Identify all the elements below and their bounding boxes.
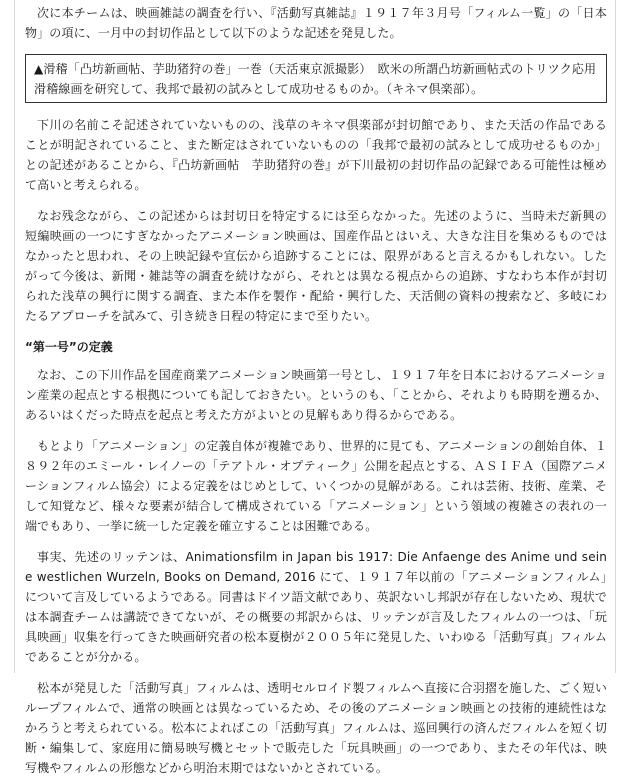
section-paragraph: もとより「アニメーション」の定義自体が複雑であり、世界的に見ても、アニメーションの創始自体、１８９２年のエミール・レイノーの「テアトル・オプティーク」公開を起点とする、ＡＳＩＦＡ（国際アニメーションフィルム協会）による定義をはじめとして、いくつかの見解がある。これは芸術、技術、産業、そして知覚など、様々な要素が結合して構成されている「アニメーション」という領域の複雑さの表れの一端でもあり、一挙に統一した定義を確立することは困難である。 xyxy=(25,439,607,533)
section-paragraph: 事実、先述のリッテンは、Animationsfilm in Japan bis 1917: Die Anfaenge des Anime und seine westlichen Wurzeln, Books on Demand, 2016 にて、１９１７年以前の「アニメーションフィルム」について言及しているようである。同書はドイツ語文献であり、英訳ないし邦訳が存在しないため、現状では本調査チームは講読できてないが、その概要の邦訳からは、リッテンが言及したフィルムの一つは、「玩具映画」収集を行ってきた映画研究者の松本夏樹が２００５年に発見した、いわゆる「活動写真」フィルムであることが分かる。 xyxy=(25,550,607,664)
body-paragraph: 下川の名前こそ記述されていないものの、浅草のキネマ倶楽部が封切館であり、また天活の作品であることが明記されていること、また断定はされていないものの「我邦で最初の試みとして成功せるものか」との記述があることから、『凸坊新画帖 芋助猪狩の巻』が下川最初の封切作品の記録である可能性は極めて高いと考えられる。 xyxy=(25,118,607,192)
section-heading: “第一号”の定義 xyxy=(25,340,113,354)
section-paragraph: 松本が発見した「活動写真」フィルムは、透明セルロイド製フィルムへ直接に合羽摺を施した、ごく短いループフィルムで、通常の映画とは異なっているため、その後のアニメーション映画との技術的連続性はなかろうと考えられている。松本によればこの「活動写真」フィルムは、巡回興行の済んだフィルムを短く切断・編集して、家庭用に簡易映写機とセットで販売した「玩具映画」の一つであり、またその年代は、映写機やフィルムの形態などから明治末期ではないかとされている。 xyxy=(25,681,607,775)
quoted-record-box: ▲滑稽「凸坊新画帖、芋助猪狩の巻」一巻（天活東京派撮影） 欧米の所謂凸坊新画帖式のトリツク応用滑稽線画を研究して、我邦で最初の試みとして成功せるものか。（キネマ倶楽部）。 xyxy=(25,54,607,103)
section-paragraph: なお、この下川作品を国産商業アニメーション映画第一号とし、１９１７年を日本におけるアニメーション産業の起点とする根拠についても記しておきたい。というのも、「ことから、それよりも時期を遡るか、あるいはくだった時点を起点と考えた方がよいとの見解もあり得るからである。 xyxy=(25,368,607,422)
body-paragraph: なお残念ながら、この記述からは封切日を特定するには至らなかった。先述のように、当時未だ新興の短編映画の一つにすぎなかったアニメーション映画は、国産作品とはいえ、大きな注目を集めるものではなかったと思われ、その上映記録や宣伝から追跡することには、限界があると言えるかもしれない。したがって今後は、新聞・雑誌等の調査を続けながら、それとは異なる視点からの追跡、すなわち本作が封切られた浅草の興行に関する調査、また本作を製作・配給・興行した、天活側の資料の捜索など、多岐にわたるアプローチを試みて、引き続き日程の特定にまで至りたい。 xyxy=(25,209,607,323)
document-page xyxy=(14,0,616,775)
intro-paragraph: 次に本チームは、映画雑誌の調査を行い、『活動写真雑誌』１９１７年３月号「フィルム一覧」の「日本物」の項に、一月中の封切作品として以下のような記述を発見した。 xyxy=(25,6,607,40)
